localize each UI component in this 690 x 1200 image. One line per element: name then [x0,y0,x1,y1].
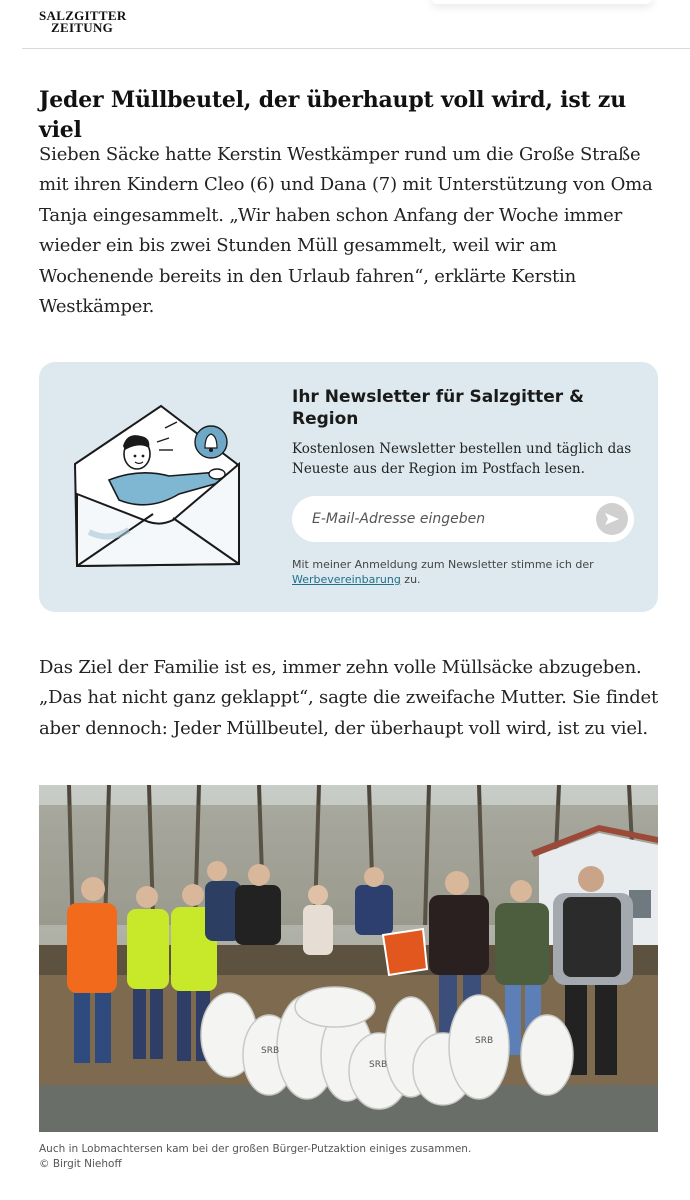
werbevereinbarung-link[interactable]: Werbevereinbarung [292,573,401,586]
newsletter-submit-button[interactable] [596,503,628,535]
header-shadow [432,0,652,4]
article-paragraph-1: Sieben Säcke hatte Kerstin Westkämper rund um die Große Straße mit ihren Kindern Cleo (6) und Dana (7) mit Unterstützung von Oma Tanja eingesammelt. „Wir haben schon Anfang der Woche immer wieder ein bis zwei Stunden Müll gesammelt, weil wir am Wochenende bereits in den Urlaub fahren“, erklärte Kerstin Westkämper. [39,144,653,318]
email-input[interactable] [312,496,582,542]
newsletter-title: Ihr Newsletter für Salzgitter & Region [292,387,584,429]
newsletter-legal-text [292,557,632,587]
caption-text: Auch in Lobmachtersen kam bei der großen Bürger-Putzaktion einiges zusammen. [39,1143,472,1155]
article-photo[interactable] [39,785,658,1132]
newsletter-form [292,496,634,542]
group-photo-illustration [39,785,658,1132]
newsletter-description: Kostenlosen Newsletter bestellen und täglich das Neueste aus der Region im Postfach lesen. [292,441,632,477]
newsletter-box [39,362,658,612]
legal-prefix: Mit meiner Anmeldung zum Newsletter stimme ich der [292,558,594,571]
arrow-right-icon [604,512,620,526]
article-subheadline: Jeder Müllbeutel, der überhaupt voll wird, ist zu viel [39,87,627,143]
envelope-person-illustration [69,402,249,572]
logo-line-2: ZEITUNG [51,20,114,35]
svg-text:SRB: SRB [369,1060,388,1070]
photo-credit: © Birgit Niehoff [39,1158,122,1170]
article-paragraph-2: Das Ziel der Familie ist es, immer zehn volle Müllsäcke abzugeben. „Das hat nicht ganz geklappt“, sagte die zweifache Mutter. Sie findet aber dennoch: Jeder Müllbeutel, der überhaupt voll wird, ist zu viel. [39,657,659,739]
svg-text:SRB: SRB [475,1036,494,1046]
logo-line-1: SALZGITTER [39,8,127,23]
legal-suffix: zu. [404,573,421,586]
site-logo[interactable] [39,10,127,34]
photo-caption [39,1142,669,1172]
svg-text:SRB: SRB [261,1046,280,1056]
site-header [22,0,690,49]
